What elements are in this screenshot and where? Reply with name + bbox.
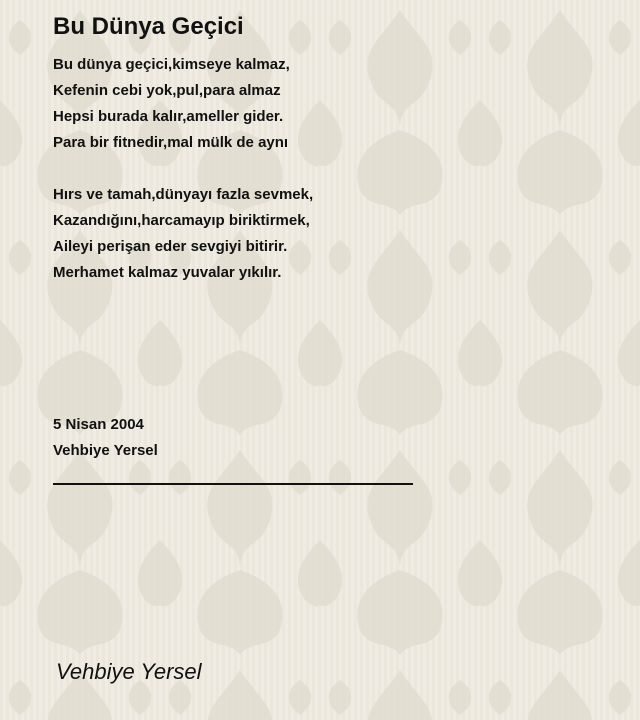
divider-line — [53, 483, 413, 485]
poem-line: Kefenin cebi yok,pul,para almaz — [53, 82, 281, 99]
poem-line: Hepsi burada kalır,ameller gider. — [53, 108, 284, 125]
poem-line: Merhamet kalmaz yuvalar yıkılır. — [53, 264, 282, 281]
poem-line: Para bir fitnedir,mal mülk de aynı — [53, 134, 289, 151]
poem-author: Vehbiye Yersel — [53, 442, 158, 459]
poem-line: Bu dünya geçici,kimseye kalmaz, — [53, 56, 290, 73]
poem-title: Bu Dünya Geçici — [53, 13, 244, 40]
author-signature: Vehbiye Yersel — [56, 659, 202, 684]
poem-stanza-1 — [53, 52, 290, 156]
poem-meta — [53, 412, 158, 464]
poem-line: Hırs ve tamah,dünyayı fazla sevmek, — [53, 186, 314, 203]
poem-line: Kazandığını,harcamayıp biriktirmek, — [53, 212, 310, 229]
poem-stanza-2 — [53, 182, 313, 286]
poem-line: Aileyi perişan eder sevgiyi bitirir. — [53, 238, 288, 255]
poem-date: 5 Nisan 2004 — [53, 416, 144, 433]
